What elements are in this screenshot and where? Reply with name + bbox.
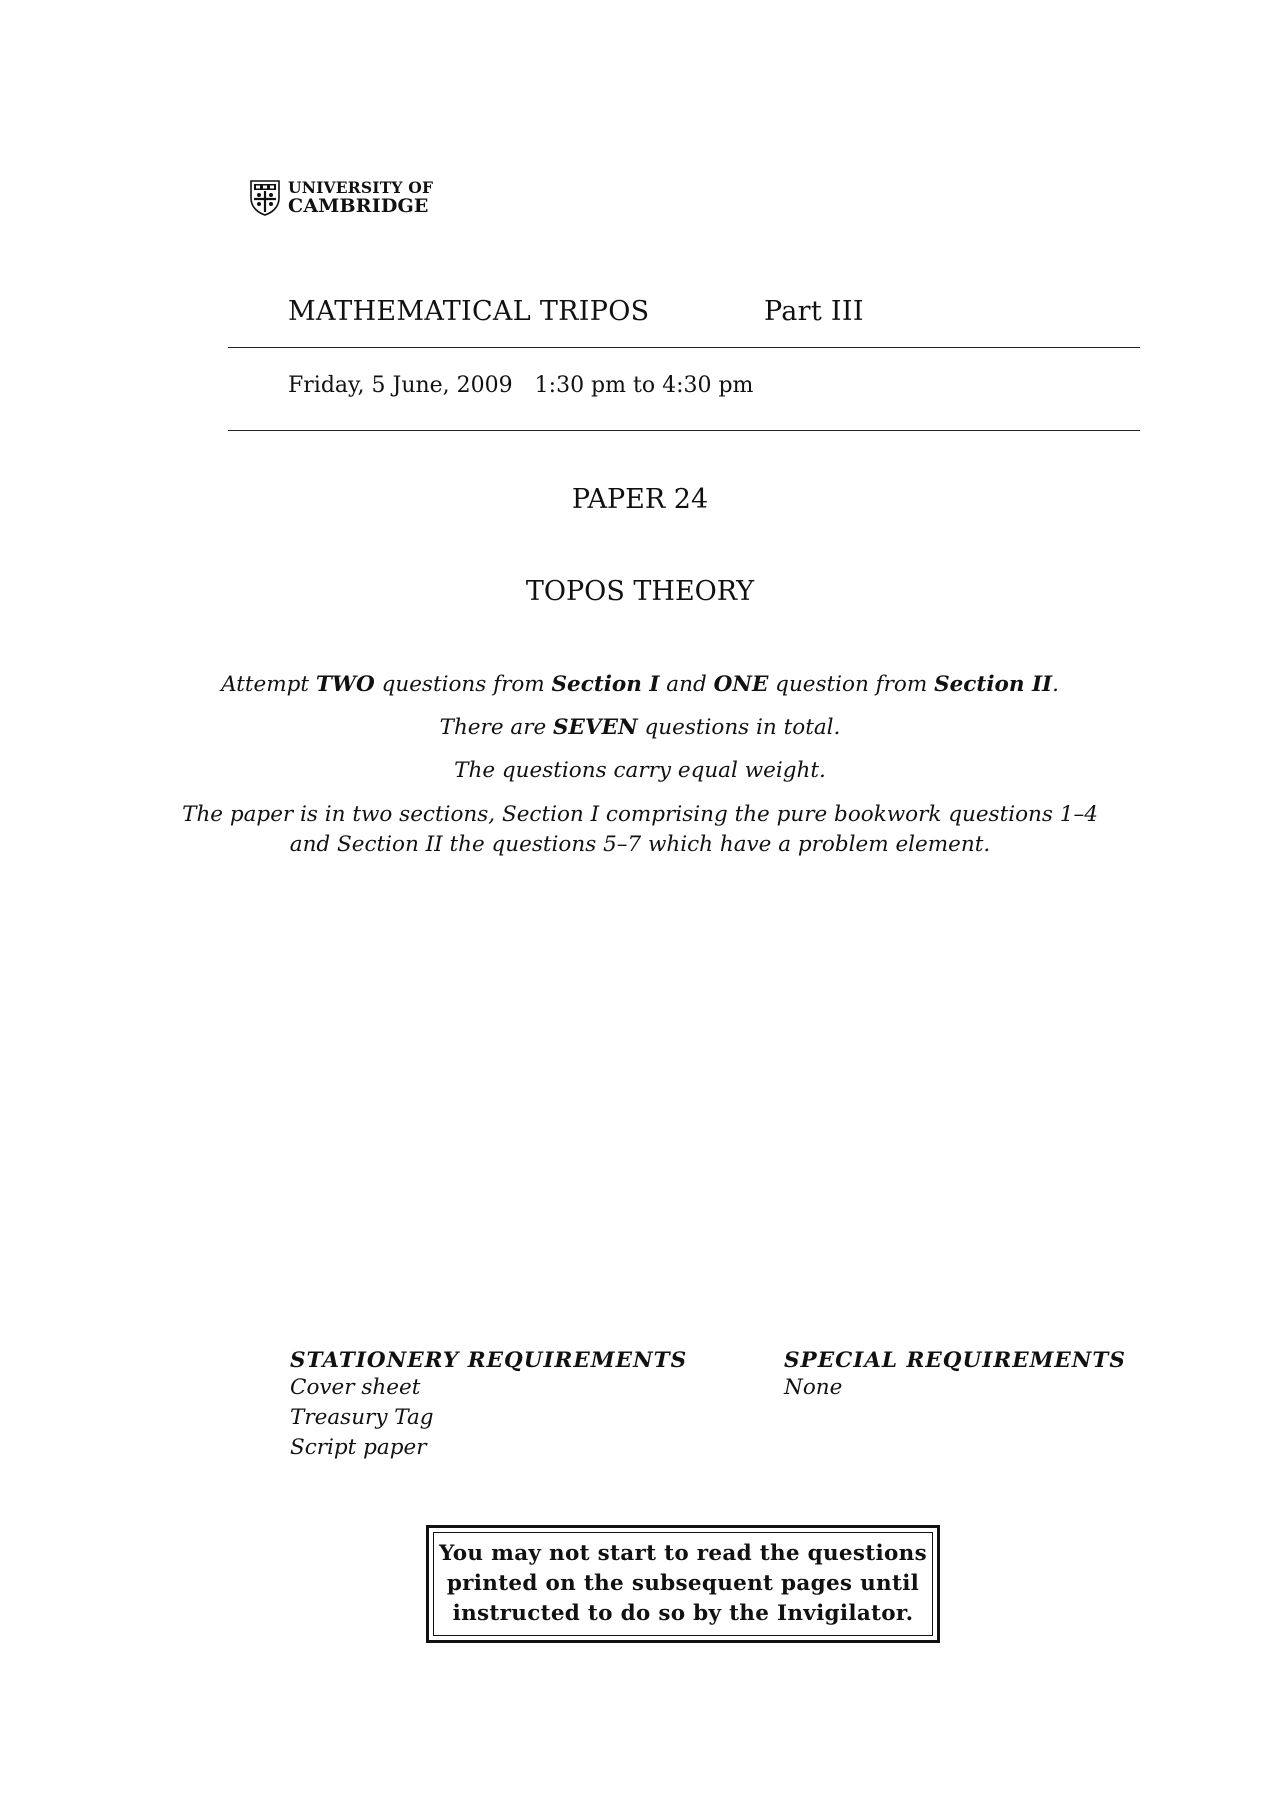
line2-run: SEVEN [553, 715, 638, 740]
line1-run: Attempt [221, 672, 316, 697]
line1-run: . [1052, 672, 1059, 697]
exam-part: Part III [764, 296, 864, 327]
special-requirements [784, 1348, 1126, 1403]
instruction-line-4a: The paper is in two sections, Section I comprising the pure bookwork questions 1–4 [182, 802, 1098, 827]
line1-run: and [659, 672, 714, 697]
line1-run: ONE [713, 672, 769, 697]
instruction-line-4b: and Section II the questions 5–7 which have a problem element. [289, 832, 991, 857]
notice-line-3: instructed to do so by the Invigilator. [452, 1601, 914, 1626]
university-logo [250, 178, 450, 218]
line2-run: There are [439, 715, 554, 740]
line1-run: TWO [315, 672, 375, 697]
instruction-line-4 [0, 800, 1280, 860]
line1-run: Section I [551, 672, 660, 697]
notice-line-2: printed on the subsequent pages until [446, 1571, 920, 1596]
stationery-item: Treasury Tag [290, 1405, 434, 1430]
line2-run: questions in total. [637, 715, 841, 740]
top-rule [228, 347, 1140, 348]
instruction-line-2 [0, 715, 1280, 740]
special-list [784, 1373, 1126, 1403]
instruction-line-3: The questions carry equal weight. [454, 758, 826, 783]
line1-run: question from [768, 672, 935, 697]
invigilator-notice-text [433, 1532, 933, 1636]
exam-date: Friday, 5 June, 2009 [288, 373, 513, 398]
special-item: None [784, 1375, 843, 1400]
notice-line-1: You may not start to read the questions [439, 1541, 927, 1566]
exam-title: MATHEMATICAL TRIPOS [288, 296, 650, 327]
stationery-item: Script paper [290, 1435, 427, 1460]
invigilator-notice [426, 1525, 940, 1643]
paper-number: PAPER 24 [571, 484, 709, 515]
stationery-item: Cover sheet [290, 1375, 421, 1400]
exam-time: 1:30 pm to 4:30 pm [534, 373, 754, 398]
exam-datetime [288, 373, 753, 398]
line1-run: Section II [934, 672, 1053, 697]
bottom-rule [228, 430, 1140, 431]
paper-subject: TOPOS THEORY [525, 576, 755, 607]
stationery-list [290, 1373, 687, 1463]
special-heading: SPECIAL REQUIREMENTS [784, 1348, 1126, 1373]
instruction-line-1 [0, 672, 1280, 697]
university-name-line1: UNIVERSITY OF [288, 178, 434, 197]
stationery-heading: STATIONERY REQUIREMENTS [290, 1348, 688, 1373]
university-name-line2: CAMBRIDGE [288, 195, 429, 217]
stationery-requirements [290, 1348, 687, 1463]
crest-icon [250, 180, 280, 216]
line1-run: questions from [374, 672, 552, 697]
